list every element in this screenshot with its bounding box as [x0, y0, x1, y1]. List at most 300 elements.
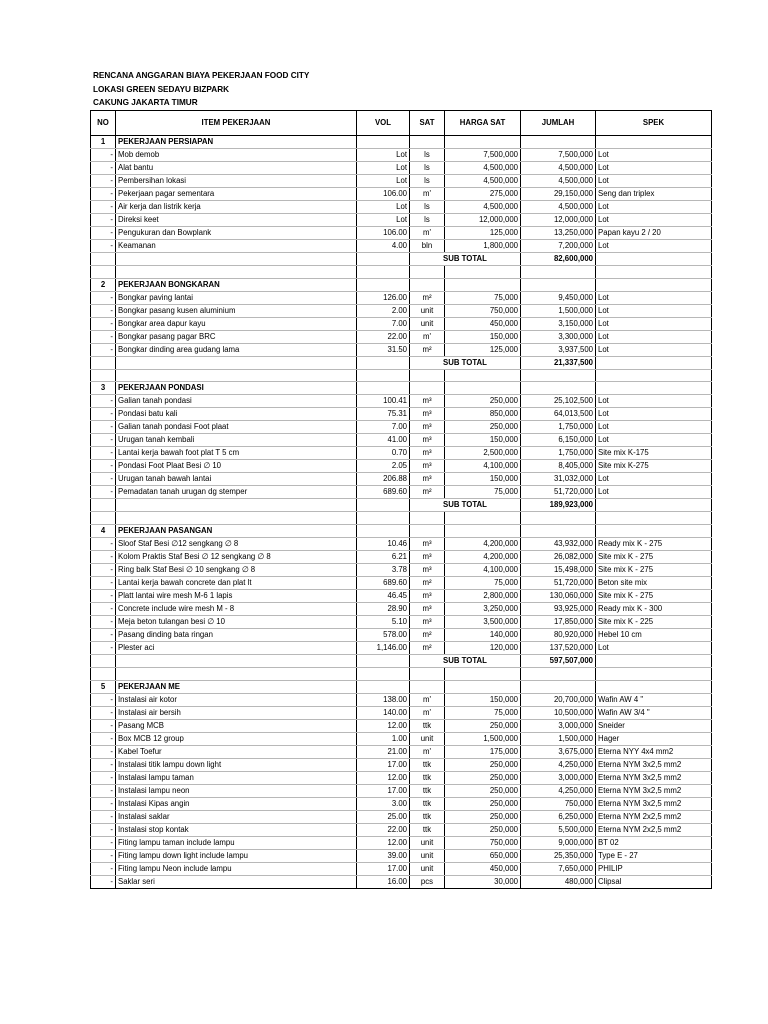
- section-number: 3: [91, 382, 116, 395]
- empty-cell: [596, 524, 712, 537]
- item-name: Platt lantai wire mesh M-6 1 lapis: [116, 589, 357, 602]
- item-spec: Lot: [596, 421, 712, 434]
- item-name: Pondasi Foot Plaat Besi ∅ 10: [116, 460, 357, 473]
- item-total: 4,500,000: [521, 201, 596, 214]
- table-row: [91, 784, 712, 797]
- item-unit: unit: [410, 862, 445, 875]
- table-row: [91, 537, 712, 550]
- empty-cell: [357, 654, 410, 667]
- item-unit: ttk: [410, 719, 445, 732]
- subtotal-label: SUB TOTAL: [410, 654, 521, 667]
- item-dash: -: [91, 745, 116, 758]
- item-dash: -: [91, 149, 116, 162]
- item-name: Meja beton tulangan besi ∅ 10: [116, 615, 357, 628]
- title-line-3: CAKUNG JAKARTA TIMUR: [93, 98, 198, 108]
- item-unit-price: 450,000: [445, 862, 521, 875]
- item-volume: 22.00: [357, 823, 410, 836]
- item-volume: 75.31: [357, 408, 410, 421]
- item-volume: 21.00: [357, 745, 410, 758]
- item-name: Plester aci: [116, 641, 357, 654]
- table-row: [91, 330, 712, 343]
- item-dash: -: [91, 408, 116, 421]
- title-line-1: RENCANA ANGGARAN BIAYA PEKERJAAN FOOD CITY: [93, 71, 310, 80]
- col-header-no: NO: [91, 111, 116, 136]
- item-volume: 689.60: [357, 486, 410, 499]
- item-spec: Lot: [596, 149, 712, 162]
- empty-cell: [521, 680, 596, 693]
- empty-cell: [116, 266, 357, 279]
- item-unit: m²: [410, 641, 445, 654]
- item-unit: ttk: [410, 810, 445, 823]
- subtotal-row: [91, 654, 712, 667]
- item-unit-price: 150,000: [445, 473, 521, 486]
- item-spec: BT 02: [596, 836, 712, 849]
- item-total: 43,932,000: [521, 537, 596, 550]
- item-unit-price: 2,500,000: [445, 447, 521, 460]
- item-unit: ttk: [410, 784, 445, 797]
- item-dash: -: [91, 563, 116, 576]
- empty-cell: [357, 369, 410, 382]
- table-row: [91, 214, 712, 227]
- table-body: [91, 136, 712, 889]
- item-volume: 106.00: [357, 188, 410, 201]
- item-volume: 106.00: [357, 227, 410, 240]
- item-name: Pondasi batu kali: [116, 408, 357, 421]
- item-dash: -: [91, 317, 116, 330]
- empty-cell: [410, 369, 445, 382]
- empty-cell: [445, 369, 521, 382]
- empty-cell: [521, 667, 596, 680]
- item-dash: -: [91, 395, 116, 408]
- item-name: Urugan tanah bawah lantai: [116, 473, 357, 486]
- item-dash: -: [91, 797, 116, 810]
- item-name: Kabel Toefur: [116, 745, 357, 758]
- empty-cell: [521, 136, 596, 149]
- item-total: 26,082,000: [521, 550, 596, 563]
- item-dash: -: [91, 304, 116, 317]
- item-spec: Eterna NYM 2x2,5 mm2: [596, 823, 712, 836]
- item-volume: 206.88: [357, 473, 410, 486]
- item-spec: Site mix K-175: [596, 447, 712, 460]
- empty-cell: [91, 356, 116, 369]
- item-total: 80,920,000: [521, 628, 596, 641]
- table-row: [91, 175, 712, 188]
- item-volume: 39.00: [357, 849, 410, 862]
- empty-cell: [596, 253, 712, 266]
- item-unit-price: 150,000: [445, 434, 521, 447]
- item-dash: -: [91, 693, 116, 706]
- item-dash: -: [91, 537, 116, 550]
- item-spec: Papan kayu 2 / 20: [596, 227, 712, 240]
- item-unit-price: 1,500,000: [445, 732, 521, 745]
- empty-cell: [91, 369, 116, 382]
- item-unit-price: 4,500,000: [445, 201, 521, 214]
- item-name: Bongkar dinding area gudang lama: [116, 343, 357, 356]
- subtotal-label: SUB TOTAL: [410, 499, 521, 512]
- item-name: Instalasi air kotor: [116, 693, 357, 706]
- item-volume: 2.05: [357, 460, 410, 473]
- empty-cell: [357, 524, 410, 537]
- empty-cell: [445, 382, 521, 395]
- item-unit: ttk: [410, 823, 445, 836]
- item-unit-price: 75,000: [445, 706, 521, 719]
- empty-cell: [357, 680, 410, 693]
- section-row: [91, 680, 712, 693]
- item-volume: 17.00: [357, 862, 410, 875]
- item-spec: Ready mix K - 300: [596, 602, 712, 615]
- item-name: Lantai kerja bawah foot plat T 5 cm: [116, 447, 357, 460]
- item-unit-price: 1,800,000: [445, 240, 521, 253]
- item-name: Air kerja dan listrik kerja: [116, 201, 357, 214]
- item-unit: m³: [410, 550, 445, 563]
- item-volume: 12.00: [357, 719, 410, 732]
- empty-cell: [521, 266, 596, 279]
- table-row: [91, 434, 712, 447]
- item-unit: ls: [410, 214, 445, 227]
- item-dash: -: [91, 162, 116, 175]
- subtotal-amount: 189,923,000: [521, 499, 596, 512]
- item-unit-price: 4,200,000: [445, 550, 521, 563]
- item-total: 1,750,000: [521, 447, 596, 460]
- item-volume: 1.00: [357, 732, 410, 745]
- item-total: 64,013,500: [521, 408, 596, 421]
- item-spec: Hebel 10 cm: [596, 628, 712, 641]
- item-unit-price: 75,000: [445, 291, 521, 304]
- spacer-row: [91, 369, 712, 382]
- item-volume: 0.70: [357, 447, 410, 460]
- item-unit-price: 12,000,000: [445, 214, 521, 227]
- table-row: [91, 408, 712, 421]
- item-total: 6,250,000: [521, 810, 596, 823]
- item-dash: -: [91, 875, 116, 888]
- item-total: 31,032,000: [521, 473, 596, 486]
- item-total: 3,150,000: [521, 317, 596, 330]
- item-dash: -: [91, 602, 116, 615]
- item-unit: m³: [410, 615, 445, 628]
- item-unit: unit: [410, 304, 445, 317]
- item-spec: Hager: [596, 732, 712, 745]
- item-volume: 5.10: [357, 615, 410, 628]
- spacer-row: [91, 667, 712, 680]
- table-header-row: [91, 111, 712, 136]
- item-unit-price: 140,000: [445, 628, 521, 641]
- item-unit-price: 250,000: [445, 758, 521, 771]
- item-total: 130,060,000: [521, 589, 596, 602]
- item-name: Bongkar paving lantai: [116, 291, 357, 304]
- empty-cell: [357, 512, 410, 525]
- item-total: 51,720,000: [521, 576, 596, 589]
- empty-cell: [521, 524, 596, 537]
- item-spec: Lot: [596, 162, 712, 175]
- item-unit-price: 650,000: [445, 849, 521, 862]
- table-row: [91, 628, 712, 641]
- item-unit: m²: [410, 576, 445, 589]
- col-header-harga-sat: HARGA SAT: [445, 111, 521, 136]
- empty-cell: [596, 512, 712, 525]
- item-name: Fiting lampu taman include lampu: [116, 836, 357, 849]
- empty-cell: [91, 253, 116, 266]
- item-dash: -: [91, 641, 116, 654]
- item-volume: 3.78: [357, 563, 410, 576]
- item-spec: Lot: [596, 434, 712, 447]
- table-row: [91, 862, 712, 875]
- item-total: 12,000,000: [521, 214, 596, 227]
- item-unit-price: 3,500,000: [445, 615, 521, 628]
- item-volume: 12.00: [357, 836, 410, 849]
- item-name: Galian tanah pondasi: [116, 395, 357, 408]
- item-spec: Beton site mix: [596, 576, 712, 589]
- item-spec: Lot: [596, 486, 712, 499]
- table-row: [91, 732, 712, 745]
- item-name: Instalasi lampu neon: [116, 784, 357, 797]
- item-spec: Type E - 27: [596, 849, 712, 862]
- item-unit: ttk: [410, 797, 445, 810]
- table-row: [91, 421, 712, 434]
- table-row: [91, 291, 712, 304]
- item-name: Alat bantu: [116, 162, 357, 175]
- item-total: 1,500,000: [521, 732, 596, 745]
- empty-cell: [596, 680, 712, 693]
- item-unit: m³: [410, 460, 445, 473]
- item-volume: 28.90: [357, 602, 410, 615]
- empty-cell: [357, 356, 410, 369]
- table-row: [91, 706, 712, 719]
- item-total: 15,498,000: [521, 563, 596, 576]
- spacer-row: [91, 266, 712, 279]
- empty-cell: [521, 278, 596, 291]
- item-unit-price: 4,100,000: [445, 563, 521, 576]
- item-total: 3,300,000: [521, 330, 596, 343]
- item-spec: Lot: [596, 201, 712, 214]
- item-dash: -: [91, 810, 116, 823]
- item-unit: m': [410, 693, 445, 706]
- item-spec: Lot: [596, 240, 712, 253]
- empty-cell: [445, 266, 521, 279]
- col-header-item: ITEM PEKERJAAN: [116, 111, 357, 136]
- item-spec: Lot: [596, 214, 712, 227]
- table-row: [91, 589, 712, 602]
- item-volume: 41.00: [357, 434, 410, 447]
- item-total: 93,925,000: [521, 602, 596, 615]
- item-volume: 126.00: [357, 291, 410, 304]
- item-total: 7,650,000: [521, 862, 596, 875]
- item-unit-price: 250,000: [445, 797, 521, 810]
- item-dash: -: [91, 589, 116, 602]
- item-unit: unit: [410, 836, 445, 849]
- item-name: Kolom Praktis Staf Besi ∅ 12 sengkang ∅ 8: [116, 550, 357, 563]
- empty-cell: [357, 253, 410, 266]
- item-spec: Site mix K-275: [596, 460, 712, 473]
- item-volume: 1,146.00: [357, 641, 410, 654]
- item-unit: m³: [410, 447, 445, 460]
- item-unit-price: 2,800,000: [445, 589, 521, 602]
- item-spec: Wafin AW 4 ": [596, 693, 712, 706]
- item-dash: -: [91, 291, 116, 304]
- item-spec: Site mix K - 275: [596, 589, 712, 602]
- item-volume: 17.00: [357, 758, 410, 771]
- table-row: [91, 563, 712, 576]
- empty-cell: [596, 136, 712, 149]
- item-unit-price: 250,000: [445, 719, 521, 732]
- item-volume: 25.00: [357, 810, 410, 823]
- empty-cell: [410, 266, 445, 279]
- item-total: 4,250,000: [521, 758, 596, 771]
- item-dash: -: [91, 447, 116, 460]
- item-dash: -: [91, 227, 116, 240]
- item-name: Instalasi titik lampu down light: [116, 758, 357, 771]
- item-dash: -: [91, 188, 116, 201]
- item-spec: PHILIP: [596, 862, 712, 875]
- empty-cell: [357, 266, 410, 279]
- section-title: PEKERJAAN PASANGAN: [116, 524, 357, 537]
- item-unit-price: 3,250,000: [445, 602, 521, 615]
- item-dash: -: [91, 240, 116, 253]
- empty-cell: [596, 369, 712, 382]
- empty-cell: [445, 680, 521, 693]
- item-unit: m²: [410, 486, 445, 499]
- item-unit: m²: [410, 628, 445, 641]
- section-title: PEKERJAAN ME: [116, 680, 357, 693]
- subtotal-amount: 597,507,000: [521, 654, 596, 667]
- item-spec: Site mix K - 275: [596, 563, 712, 576]
- subtotal-label: SUB TOTAL: [410, 253, 521, 266]
- item-total: 3,675,000: [521, 745, 596, 758]
- item-name: Pasang dinding bata ringan: [116, 628, 357, 641]
- item-volume: 578.00: [357, 628, 410, 641]
- item-dash: -: [91, 576, 116, 589]
- item-total: 137,520,000: [521, 641, 596, 654]
- item-spec: Eterna NYM 3x2,5 mm2: [596, 758, 712, 771]
- item-unit: m': [410, 706, 445, 719]
- empty-cell: [410, 136, 445, 149]
- item-spec: Lot: [596, 330, 712, 343]
- item-volume: Lot: [357, 201, 410, 214]
- item-total: 29,150,000: [521, 188, 596, 201]
- item-name: Bongkar pasang kusen aluminium: [116, 304, 357, 317]
- item-name: Mob demob: [116, 149, 357, 162]
- empty-cell: [410, 524, 445, 537]
- section-title: PEKERJAAN PONDASI: [116, 382, 357, 395]
- item-name: Urugan tanah kembali: [116, 434, 357, 447]
- section-number: 1: [91, 136, 116, 149]
- table-row: [91, 447, 712, 460]
- item-total: 8,405,000: [521, 460, 596, 473]
- item-total: 3,937,500: [521, 343, 596, 356]
- item-unit: m': [410, 745, 445, 758]
- empty-cell: [596, 667, 712, 680]
- table-row: [91, 550, 712, 563]
- item-dash: -: [91, 486, 116, 499]
- col-header-spek: SPEK: [596, 111, 712, 136]
- item-dash: -: [91, 343, 116, 356]
- item-volume: Lot: [357, 214, 410, 227]
- subtotal-row: [91, 356, 712, 369]
- table-row: [91, 771, 712, 784]
- empty-cell: [116, 667, 357, 680]
- item-unit-price: 750,000: [445, 836, 521, 849]
- item-total: 3,000,000: [521, 719, 596, 732]
- item-name: Box MCB 12 group: [116, 732, 357, 745]
- empty-cell: [91, 266, 116, 279]
- item-total: 7,200,000: [521, 240, 596, 253]
- item-unit: ls: [410, 175, 445, 188]
- item-dash: -: [91, 758, 116, 771]
- item-unit-price: 75,000: [445, 486, 521, 499]
- item-total: 480,000: [521, 875, 596, 888]
- table-row: [91, 149, 712, 162]
- item-unit-price: 4,200,000: [445, 537, 521, 550]
- col-header-sat: SAT: [410, 111, 445, 136]
- item-volume: 7.00: [357, 421, 410, 434]
- table-row: [91, 162, 712, 175]
- item-spec: Seng dan triplex: [596, 188, 712, 201]
- item-unit: m³: [410, 537, 445, 550]
- item-volume: 12.00: [357, 771, 410, 784]
- item-unit: m': [410, 188, 445, 201]
- item-volume: 22.00: [357, 330, 410, 343]
- empty-cell: [410, 278, 445, 291]
- item-name: Pasang MCB: [116, 719, 357, 732]
- item-dash: -: [91, 214, 116, 227]
- item-total: 9,450,000: [521, 291, 596, 304]
- item-total: 7,500,000: [521, 149, 596, 162]
- table-row: [91, 836, 712, 849]
- item-dash: -: [91, 732, 116, 745]
- item-unit-price: 150,000: [445, 693, 521, 706]
- item-name: Instalasi lampu taman: [116, 771, 357, 784]
- item-dash: -: [91, 784, 116, 797]
- item-dash: -: [91, 862, 116, 875]
- empty-cell: [91, 499, 116, 512]
- item-total: 51,720,000: [521, 486, 596, 499]
- table-row: [91, 602, 712, 615]
- subtotal-label: SUB TOTAL: [410, 356, 521, 369]
- item-total: 20,700,000: [521, 693, 596, 706]
- item-unit: unit: [410, 317, 445, 330]
- item-total: 5,500,000: [521, 823, 596, 836]
- item-volume: 138.00: [357, 693, 410, 706]
- col-header-jumlah: JUMLAH: [521, 111, 596, 136]
- item-spec: Site mix K - 275: [596, 550, 712, 563]
- empty-cell: [445, 278, 521, 291]
- item-name: Lantai kerja bawah concrete dan plat lt: [116, 576, 357, 589]
- item-name: Bongkar pasang pagar BRC: [116, 330, 357, 343]
- table-row: [91, 745, 712, 758]
- item-unit-price: 250,000: [445, 395, 521, 408]
- item-spec: Lot: [596, 343, 712, 356]
- item-unit: m³: [410, 589, 445, 602]
- item-unit: pcs: [410, 875, 445, 888]
- table-row: [91, 849, 712, 862]
- item-name: Galian tanah pondasi Foot plaat: [116, 421, 357, 434]
- item-dash: -: [91, 706, 116, 719]
- table-row: [91, 227, 712, 240]
- item-spec: Eterna NYM 3x2,5 mm2: [596, 784, 712, 797]
- item-spec: Eterna NYY 4x4 mm2: [596, 745, 712, 758]
- item-spec: Lot: [596, 291, 712, 304]
- empty-cell: [410, 680, 445, 693]
- table-row: [91, 343, 712, 356]
- empty-cell: [410, 667, 445, 680]
- empty-cell: [596, 278, 712, 291]
- item-dash: -: [91, 473, 116, 486]
- item-total: 3,000,000: [521, 771, 596, 784]
- item-spec: Site mix K - 225: [596, 615, 712, 628]
- item-unit: m²: [410, 343, 445, 356]
- empty-cell: [116, 253, 357, 266]
- item-spec: Lot: [596, 317, 712, 330]
- item-name: Pembersihan lokasi: [116, 175, 357, 188]
